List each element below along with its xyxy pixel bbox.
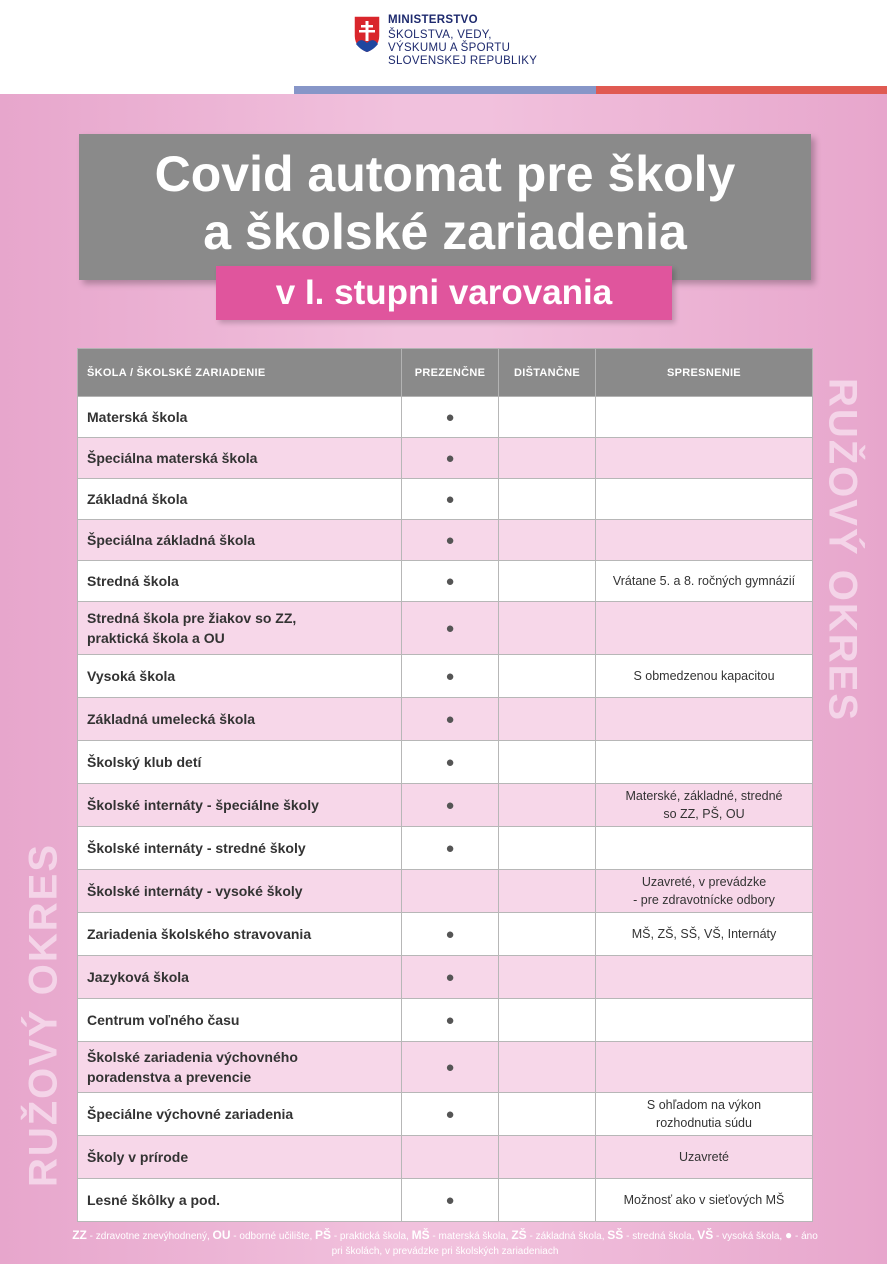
prezencne-cell (402, 655, 499, 698)
table-row (78, 698, 813, 741)
table-row (78, 1042, 813, 1093)
distancne-cell (499, 827, 596, 870)
prezencne-cell (402, 1093, 499, 1136)
school-type-name: Školy v prírode (78, 1136, 402, 1179)
prezencne-cell (402, 741, 499, 784)
legend-explanation: - vysoká škola, (713, 1231, 785, 1242)
prezencne-cell (402, 602, 499, 655)
distancne-cell (499, 913, 596, 956)
table-body (78, 397, 813, 1222)
spresnenie-note: Vrátane 5. a 8. ročných gymnázií (596, 561, 813, 602)
table-row (78, 741, 813, 784)
table-row (78, 827, 813, 870)
table-row (78, 784, 813, 827)
legend-abbreviation: ● (784, 1228, 793, 1242)
prezencne-cell (402, 698, 499, 741)
spresnenie-note (596, 698, 813, 741)
spresnenie-note (596, 520, 813, 561)
prezencne-cell (402, 999, 499, 1042)
school-type-name: Stredná škola pre žiakov so ZZ, praktická škola a OU (78, 602, 402, 655)
school-type-name: Základná škola (78, 479, 402, 520)
header-spresnenie: SPRESNENIE (596, 349, 813, 397)
table-row (78, 1136, 813, 1179)
dot-icon: ● (445, 490, 455, 508)
legend-abbreviation: OU (212, 1228, 231, 1242)
school-type-name: Špeciálna základná škola (78, 520, 402, 561)
title-line-1: Covid automat pre školy (154, 146, 736, 202)
legend-abbreviation: ZZ (72, 1228, 87, 1242)
legend-explanation: - materská škola, (429, 1231, 512, 1242)
legend-explanation: - stredná škola, (623, 1231, 698, 1242)
school-type-name: Vysoká škola (78, 655, 402, 698)
spresnenie-note (596, 1042, 813, 1093)
spresnenie-note (596, 999, 813, 1042)
school-type-name: Stredná škola (78, 561, 402, 602)
table-row (78, 479, 813, 520)
distancne-cell (499, 698, 596, 741)
dot-icon: ● (445, 925, 455, 943)
prezencne-cell (402, 1179, 499, 1222)
coat-of-arms-icon (352, 14, 382, 54)
side-label-right-text: RUŽOVÝ OKRES (820, 377, 865, 723)
ministry-name-line4: SLOVENSKEJ REPUBLIKY (388, 55, 538, 67)
distancne-cell (499, 1093, 596, 1136)
distancne-cell (499, 397, 596, 438)
legend-explanation: - odborné učilište, (230, 1231, 316, 1242)
spresnenie-note: Uzavreté, v prevádzke - pre zdravotnícke odbory (596, 870, 813, 913)
dot-icon: ● (445, 753, 455, 771)
prezencne-cell (402, 784, 499, 827)
table-row (78, 956, 813, 999)
schools-table (77, 348, 813, 1222)
ministry-name-line1: MINISTERSTVO (388, 14, 478, 26)
header-school: ŠKOLA / ŠKOLSKÉ ZARIADENIE (78, 349, 402, 397)
distancne-cell (499, 784, 596, 827)
prezencne-cell (402, 870, 499, 913)
dot-icon: ● (445, 449, 455, 467)
dot-icon: ● (445, 667, 455, 685)
dot-icon: ● (445, 710, 455, 728)
prezencne-cell (402, 1136, 499, 1179)
dot-icon: ● (445, 619, 455, 637)
ministry-logo (352, 14, 537, 68)
side-label-left-text: RUŽOVÝ OKRES (21, 842, 66, 1188)
school-type-name: Lesné škôlky a pod. (78, 1179, 402, 1222)
distancne-cell (499, 1042, 596, 1093)
legend-explanation: - praktická škola, (331, 1231, 412, 1242)
school-type-name: Školské internáty - stredné školy (78, 827, 402, 870)
dot-icon: ● (445, 1058, 455, 1076)
dot-icon: ● (445, 839, 455, 857)
school-type-name: Základná umelecká škola (78, 698, 402, 741)
table-row (78, 438, 813, 479)
distancne-cell (499, 956, 596, 999)
table-row (78, 1179, 813, 1222)
spresnenie-note (596, 602, 813, 655)
distancne-cell (499, 655, 596, 698)
title-box (79, 134, 811, 280)
legend-abbreviation: MŠ (411, 1228, 430, 1242)
school-type-name: Školský klub detí (78, 741, 402, 784)
flag-stripe-blue (294, 86, 596, 94)
distancne-cell (499, 602, 596, 655)
spresnenie-note (596, 479, 813, 520)
dot-icon: ● (445, 1105, 455, 1123)
header-distancne: DIŠTANČNE (499, 349, 596, 397)
table-row (78, 397, 813, 438)
dot-icon: ● (445, 1011, 455, 1029)
distancne-cell (499, 561, 596, 602)
spresnenie-note: S ohľadom na výkon rozhodnutia súdu (596, 1093, 813, 1136)
legend-explanation: - zdravotne znevýhodnený, (86, 1231, 213, 1242)
school-type-name: Jazyková škola (78, 956, 402, 999)
legend-explanation: - základná škola, (526, 1231, 608, 1242)
legend-abbreviation: ZŠ (511, 1228, 527, 1242)
dot-icon: ● (445, 968, 455, 986)
table-row (78, 561, 813, 602)
prezencne-cell (402, 397, 499, 438)
school-type-name: Školské internáty - špeciálne školy (78, 784, 402, 827)
dot-icon: ● (445, 572, 455, 590)
legend-abbreviation: SŠ (607, 1228, 624, 1242)
legend-explanation: - áno pri školách, v prevádzke pri školských zariadeniach (331, 1231, 818, 1257)
legend-abbreviation: PŠ (315, 1228, 332, 1242)
spresnenie-note: MŠ, ZŠ, SŠ, VŠ, Internáty (596, 913, 813, 956)
table-row (78, 999, 813, 1042)
prezencne-cell (402, 479, 499, 520)
prezencne-cell (402, 913, 499, 956)
dot-icon: ● (445, 796, 455, 814)
table-row (78, 655, 813, 698)
side-label-right (812, 360, 872, 740)
prezencne-cell (402, 520, 499, 561)
distancne-cell (499, 438, 596, 479)
spresnenie-note: Možnosť ako v sieťových MŠ (596, 1179, 813, 1222)
spresnenie-note (596, 827, 813, 870)
prezencne-cell (402, 438, 499, 479)
distancne-cell (499, 479, 596, 520)
distancne-cell (499, 1179, 596, 1222)
flag-stripe-red (596, 86, 887, 94)
title-line-2: a školské zariadenia (203, 204, 687, 260)
header-prezencne: PREZENČNE (402, 349, 499, 397)
dot-icon: ● (445, 408, 455, 426)
distancne-cell (499, 999, 596, 1042)
flag-stripe-white (0, 86, 294, 94)
school-type-name: Špeciálna materská škola (78, 438, 402, 479)
spresnenie-note (596, 397, 813, 438)
dot-icon: ● (445, 531, 455, 549)
spresnenie-note (596, 956, 813, 999)
spresnenie-note: S obmedzenou kapacitou (596, 655, 813, 698)
spresnenie-note (596, 438, 813, 479)
prezencne-cell (402, 1042, 499, 1093)
school-type-name: Školské internáty - vysoké školy (78, 870, 402, 913)
table-row (78, 602, 813, 655)
ministry-name-line2: ŠKOLSTVA, VEDY, (388, 29, 492, 41)
dot-icon: ● (445, 1191, 455, 1209)
distancne-cell (499, 741, 596, 784)
prezencne-cell (402, 561, 499, 602)
spresnenie-note: Uzavreté (596, 1136, 813, 1179)
prezencne-cell (402, 956, 499, 999)
table-header-row (78, 349, 813, 397)
spresnenie-note (596, 741, 813, 784)
distancne-cell (499, 870, 596, 913)
distancne-cell (499, 1136, 596, 1179)
table-row (78, 913, 813, 956)
table-row (78, 1093, 813, 1136)
school-type-name: Materská škola (78, 397, 402, 438)
school-type-name: Školské zariadenia výchovného poradenstva a prevencie (78, 1042, 402, 1093)
prezencne-cell (402, 827, 499, 870)
legend-footnote (70, 1228, 820, 1259)
school-type-name: Špeciálne výchovné zariadenia (78, 1093, 402, 1136)
warning-level-subtitle: v I. stupni varovania (216, 266, 672, 320)
school-type-name: Centrum voľného času (78, 999, 402, 1042)
table-row (78, 870, 813, 913)
school-type-name: Zariadenia školského stravovania (78, 913, 402, 956)
side-label-left (14, 820, 74, 1210)
table-row (78, 520, 813, 561)
ministry-name-line3: VÝSKUMU A ŠPORTU (388, 42, 511, 54)
distancne-cell (499, 520, 596, 561)
legend-abbreviation: VŠ (697, 1228, 714, 1242)
spresnenie-note: Materské, základné, stredné so ZZ, PŠ, OU (596, 784, 813, 827)
